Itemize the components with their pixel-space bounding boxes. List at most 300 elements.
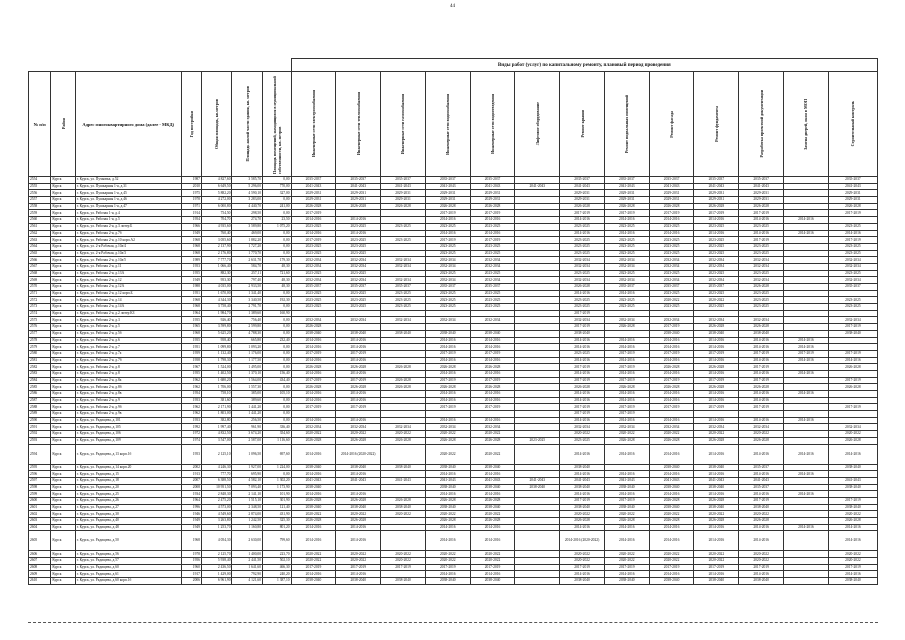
table-cell: 2014-2016	[649, 357, 694, 364]
table-cell: 5 296,00	[232, 183, 263, 190]
table-cell: Курск	[51, 578, 75, 585]
table-cell: 2020-2022	[425, 431, 470, 438]
table-cell: 2023-2025	[470, 304, 515, 311]
table-cell	[784, 237, 829, 244]
table-cell: 2014-2016	[828, 524, 877, 531]
table-cell: 1 670,00	[201, 290, 232, 297]
table-cell	[604, 464, 649, 471]
table-cell	[784, 511, 829, 518]
table-cell: 2582	[29, 364, 51, 371]
table-cell: 2014-2016	[784, 491, 829, 498]
table-cell: 389,60	[232, 397, 263, 404]
table-cell: 2023-2025	[560, 223, 605, 230]
table-cell: 2 848,30	[201, 491, 232, 498]
table-cell	[381, 471, 426, 478]
table-cell: 2597	[29, 477, 51, 484]
table-cell: 2 436,50	[201, 564, 232, 571]
table-cell: 2014-2016	[828, 531, 877, 551]
table-cell: 2017-2019	[291, 404, 336, 411]
table-cell: 2017-2019	[694, 564, 739, 571]
table-cell: 2017-2019	[425, 210, 470, 217]
table-cell: 777,70	[201, 471, 232, 478]
table-cell: 792,90	[232, 571, 263, 578]
table-cell: 2014-2016	[291, 417, 336, 424]
table-cell: 0,00	[263, 364, 292, 371]
table-cell	[381, 337, 426, 344]
table-cell: 2026-2028	[560, 518, 605, 525]
table-cell: 2014-2016	[336, 531, 381, 551]
table-cell: 2556	[29, 190, 51, 197]
table-cell	[515, 304, 560, 311]
table-cell: 2014-2016	[604, 417, 649, 424]
table-cell: Курск	[51, 257, 75, 264]
table-cell: 1964	[181, 497, 201, 504]
table-cell: 2023-2025	[470, 223, 515, 230]
table-cell: 1971	[181, 203, 201, 210]
table-cell	[381, 444, 426, 464]
table-cell: 1951	[181, 344, 201, 351]
table-cell: 2570	[29, 284, 51, 291]
table-cell: 2026-2028	[560, 384, 605, 391]
table-cell: 2032-2034	[291, 317, 336, 324]
table-cell: Курск	[51, 431, 75, 438]
table-cell: 2017-2019	[828, 497, 877, 504]
table-cell: 2014-2016	[560, 391, 605, 398]
table-cell	[784, 558, 829, 565]
table-cell: 1 389,60	[232, 310, 263, 317]
table-cell	[291, 310, 336, 317]
table-cell: 2017-2019	[291, 237, 336, 244]
table-cell: 2038-2040	[336, 330, 381, 337]
table-cell: 2023-2025	[739, 297, 784, 304]
table-cell: 2557	[29, 197, 51, 204]
table-cell	[515, 223, 560, 230]
table-cell: 2032-2034	[694, 257, 739, 264]
table-cell: 2041-2043	[649, 183, 694, 190]
table-cell: 1 066,40	[201, 263, 232, 270]
table-cell: 2032-2034	[291, 424, 336, 431]
table-cell: 2605	[29, 531, 51, 551]
table-cell: 2026-2028	[470, 518, 515, 525]
table-cell: 2026-2028	[649, 203, 694, 210]
table-cell: Курск	[51, 290, 75, 297]
table-cell: 2017-2019	[604, 350, 649, 357]
table-cell: 2032-2034	[336, 424, 381, 431]
table-row	[29, 304, 878, 311]
table-cell	[784, 377, 829, 384]
table-cell: 2014-2016	[425, 471, 470, 478]
table-cell: 2032-2034	[560, 257, 605, 264]
table-row	[29, 357, 878, 364]
table-cell	[381, 411, 426, 418]
table-cell: 2014-2016	[560, 370, 605, 377]
table-cell: 2020-2022	[828, 511, 877, 518]
table-cell: 2014-2016	[336, 471, 381, 478]
table-cell: Курск	[51, 384, 75, 391]
table-cell	[515, 578, 560, 585]
table-row	[29, 524, 878, 531]
table-cell	[784, 364, 829, 371]
table-cell: 2017-2019	[694, 404, 739, 411]
table-cell: 2017-2019	[604, 377, 649, 384]
table-cell: 2014-2016	[649, 391, 694, 398]
table-cell: 2014-2016	[694, 344, 739, 351]
header-work-type: Инженерные сети водоснабжения	[425, 72, 470, 177]
table-cell: 2023-2025	[381, 290, 426, 297]
table-cell: 2014-2016	[560, 230, 605, 237]
table-cell: 2038-2040	[560, 330, 605, 337]
table-cell: 2038-2040	[828, 484, 877, 491]
table-cell	[381, 324, 426, 331]
table-cell: 760,40	[201, 230, 232, 237]
table-cell: 1 680,20	[201, 377, 232, 384]
table-cell	[784, 484, 829, 491]
table-cell: 2017-2019	[425, 237, 470, 244]
table-cell: 1955	[181, 337, 201, 344]
table-cell: Курск	[51, 357, 75, 364]
table-cell: г. Курск, ул. Рабочая 2-я, д.7	[75, 344, 181, 351]
table-row	[29, 578, 878, 585]
table-cell: г. Курск, ул. Пучковка, д.52	[75, 177, 181, 184]
table-cell: 1958	[181, 357, 201, 364]
table-cell: 2017-2019	[470, 404, 515, 411]
table-cell: 2023-2025	[739, 270, 784, 277]
table-cell	[784, 304, 829, 311]
table-cell: 2035-2037	[694, 284, 739, 291]
table-cell: 2023-2025	[604, 223, 649, 230]
table-row	[29, 364, 878, 371]
table-cell: 721,60	[263, 270, 292, 277]
table-cell	[784, 290, 829, 297]
table-cell: 2 171,90	[201, 404, 232, 411]
table-cell: 2014-2016	[336, 397, 381, 404]
table-cell: 2020-2022	[336, 431, 381, 438]
table-row	[29, 411, 878, 418]
table-cell: 2573	[29, 304, 51, 311]
header-work-type: Инженерные сети электроснабжения	[291, 72, 336, 177]
table-cell	[828, 391, 877, 398]
table-cell: 4 035,00	[201, 284, 232, 291]
table-cell: 2026-2028	[694, 497, 739, 504]
table-cell: 2041-2043	[828, 183, 877, 190]
table-cell: 2 933,50	[232, 284, 263, 291]
table-cell: 2023-2025	[336, 304, 381, 311]
table-cell: г. Курск, ул. Рабочая 2-я, д.14А	[75, 304, 181, 311]
table-cell: 466,30	[263, 564, 292, 571]
table-cell: 2017-2019	[649, 324, 694, 331]
table-cell: 2029-2031	[381, 197, 426, 204]
table-cell: 2020-2022	[381, 551, 426, 558]
table-cell: 665,80	[232, 337, 263, 344]
table-cell: 2014-2016	[649, 370, 694, 377]
page-number: 44	[450, 4, 455, 9]
table-cell: 2017-2019	[739, 364, 784, 371]
table-cell: 2014-2016	[425, 344, 470, 351]
table-cell	[515, 210, 560, 217]
table-cell: г. Курск, ул. Радищева, д.60	[75, 564, 181, 571]
table-cell: 2017-2019	[336, 404, 381, 411]
table-cell: Курск	[51, 511, 75, 518]
table-row	[29, 491, 878, 498]
table-cell: г. Курск, ул. Рабочая 2-я, д.8б	[75, 384, 181, 391]
table-cell	[784, 257, 829, 264]
table-cell: 2023-2025	[470, 290, 515, 297]
table-cell	[784, 431, 829, 438]
table-cell: 2014-2016	[560, 471, 605, 478]
table-cell: 4 272,00	[201, 197, 232, 204]
table-cell: Курск	[51, 183, 75, 190]
table-cell	[515, 391, 560, 398]
table-cell: 1962	[181, 384, 201, 391]
table-cell	[381, 391, 426, 398]
table-cell: Курск	[51, 190, 75, 197]
table-cell: 2023-2025	[336, 290, 381, 297]
table-cell	[828, 491, 877, 498]
table-cell: Курск	[51, 504, 75, 511]
table-cell: 2026-2028	[291, 497, 336, 504]
table-cell: 2014-2016	[470, 357, 515, 364]
table-cell	[515, 284, 560, 291]
table-cell: 502,10	[263, 558, 292, 565]
table-cell: 2023-2025	[649, 304, 694, 311]
table-cell: 2026-2028	[336, 497, 381, 504]
table-cell: 2032-2034	[694, 424, 739, 431]
table-cell: г. Курск, ул. Пушкарная 1-я, д.46	[75, 197, 181, 204]
table-cell: 2032-2034	[604, 263, 649, 270]
table-cell: 2601	[29, 504, 51, 511]
table-cell	[515, 344, 560, 351]
table-cell	[784, 404, 829, 411]
table-cell	[694, 310, 739, 317]
table-cell: г. Курск, ул. Рабочая 2-я, д.8а	[75, 377, 181, 384]
table-cell: 2029-2031	[470, 197, 515, 204]
table-cell: 1 727,20	[232, 243, 263, 250]
table-cell: 2014-2016	[560, 397, 605, 404]
table-cell: 2 176,80	[201, 250, 232, 257]
table-cell: 2023-2025	[381, 297, 426, 304]
table-cell: 3 283,00	[232, 197, 263, 204]
table-cell: 2014-2016	[470, 217, 515, 224]
table-cell: 2014-2016	[425, 397, 470, 404]
table-cell: 257,11	[232, 270, 263, 277]
table-cell	[784, 477, 829, 484]
table-cell: 2020-2022	[291, 558, 336, 565]
table-cell: 2607	[29, 558, 51, 565]
table-cell: 2020-2022	[694, 431, 739, 438]
table-cell	[515, 571, 560, 578]
table-cell	[515, 497, 560, 504]
table-cell: 2038-2040	[649, 464, 694, 471]
table-cell: 2014-2016	[336, 217, 381, 224]
table-cell: 2038-2040	[425, 464, 470, 471]
table-cell: 2017-2019	[649, 210, 694, 217]
table-cell	[784, 571, 829, 578]
table-cell: 2026-2028	[425, 497, 470, 504]
table-cell: 2035-2037	[425, 177, 470, 184]
table-cell	[381, 230, 426, 237]
table-cell: г. Курск, ул. Радищева, д.40	[75, 518, 181, 525]
table-cell: 2026-2028	[560, 284, 605, 291]
table-row	[29, 504, 878, 511]
table-cell: 1 224,00	[263, 464, 292, 471]
table-cell: 2014-2016	[336, 337, 381, 344]
table-cell: 2023-2025	[694, 243, 739, 250]
table-cell: 2038-2040	[291, 504, 336, 511]
table-cell: 2014-2016	[784, 230, 829, 237]
table-cell	[515, 551, 560, 558]
table-cell: 2014-2016	[828, 444, 877, 464]
table-cell	[515, 203, 560, 210]
table-cell: 256,50	[232, 417, 263, 424]
table-row	[29, 497, 878, 504]
table-cell: 2041-2043	[604, 183, 649, 190]
table-cell: 1949	[181, 518, 201, 525]
table-cell: 2041-2043	[470, 477, 515, 484]
table-cell: Курск	[51, 558, 75, 565]
table-cell: Курск	[51, 324, 75, 331]
table-cell: 2577	[29, 330, 51, 337]
table-cell	[515, 350, 560, 357]
table-cell: 2026-2028	[381, 203, 426, 210]
table-cell: 2023-2025	[291, 223, 336, 230]
table-cell: 2026-2028	[336, 437, 381, 444]
table-cell: 2014-2016	[470, 571, 515, 578]
table-cell: 2014-2016	[470, 344, 515, 351]
table-cell: 2017-2019	[739, 377, 784, 384]
header-work-type: Строительный контроль	[828, 72, 877, 177]
table-cell: 2558	[29, 203, 51, 210]
table-cell	[381, 310, 426, 317]
table-cell: 2014-2016	[694, 491, 739, 498]
table-cell: 2026-2028	[828, 437, 877, 444]
table-cell	[784, 497, 829, 504]
table-cell: 0,00	[263, 177, 292, 184]
table-cell: 2026-2028	[336, 518, 381, 525]
table-cell: 961,90	[232, 424, 263, 431]
table-cell: 2014-2016	[470, 471, 515, 478]
table-cell: 4 827,60	[201, 177, 232, 184]
table-cell: 2020-2022	[649, 551, 694, 558]
table-cell: 2014-2016	[291, 444, 336, 464]
table-cell: 0,00	[263, 237, 292, 244]
table-cell: 2014-2016	[784, 417, 829, 424]
table-cell: 1 402,50	[201, 370, 232, 377]
table-cell	[515, 424, 560, 431]
table-cell: г. Курск, ул. 2-я Рабочая, д.10а/3	[75, 250, 181, 257]
table-cell	[784, 310, 829, 317]
table-cell: Курск	[51, 337, 75, 344]
table-cell	[515, 357, 560, 364]
table-cell: 2017-2019	[425, 404, 470, 411]
header-address: Адрес многоквартирного дома (далее - МКД)	[75, 72, 181, 177]
table-row	[29, 324, 878, 331]
table-cell: 2014-2016	[336, 524, 381, 531]
table-cell: 2014-2016	[291, 471, 336, 478]
table-cell: 2017-2019	[560, 364, 605, 371]
table-cell: 2026-2028	[381, 437, 426, 444]
table-cell: 801,20	[263, 524, 292, 531]
table-cell: 2017-2019	[560, 411, 605, 418]
table-cell: 2038-2040	[470, 330, 515, 337]
table-cell: 2014-2016	[336, 417, 381, 424]
table-cell: 2017-2019	[604, 404, 649, 411]
table-cell: 2014-2016	[784, 217, 829, 224]
table-cell: 2026-2028	[694, 203, 739, 210]
table-cell: 1955	[181, 270, 201, 277]
table-cell: 1953	[181, 263, 201, 270]
table-cell: 1953	[181, 417, 201, 424]
table-cell: 2017-2019	[560, 310, 605, 317]
table-cell: 2017-2019	[291, 350, 336, 357]
table-cell: 2014-2016	[604, 217, 649, 224]
table-row	[29, 290, 878, 297]
table-cell: 1955	[181, 317, 201, 324]
table-cell: 2014-2016	[694, 571, 739, 578]
table-cell: 2032-2034	[560, 263, 605, 270]
table-cell	[515, 270, 560, 277]
table-cell	[784, 270, 829, 277]
table-cell: 2593	[29, 437, 51, 444]
table-cell: 2014-2016	[739, 344, 784, 351]
table-cell: 2026-2028	[425, 437, 470, 444]
table-cell: 0,00	[263, 397, 292, 404]
table-cell: 4 344,30	[201, 297, 232, 304]
table-cell	[381, 357, 426, 364]
table-cell: 2032-2034	[649, 317, 694, 324]
table-cell: 0,00	[263, 344, 292, 351]
table-cell: 2029-2031	[336, 197, 381, 204]
table-cell: 2555	[29, 183, 51, 190]
table-cell	[381, 210, 426, 217]
table-cell: 2596	[29, 471, 51, 478]
table-cell: Курск	[51, 564, 75, 571]
table-cell: 2023-2025	[381, 304, 426, 311]
table-cell: 2014-2016	[694, 391, 739, 398]
table-cell: 2035-2037	[694, 177, 739, 184]
table-cell: г. Курск, ул. Рабочая 2-я, д.9б	[75, 404, 181, 411]
table-cell: 1 564,00	[232, 377, 263, 384]
table-cell: 2554	[29, 177, 51, 184]
table-cell: 2038-2040	[291, 484, 336, 491]
table-cell: 2029-2031	[291, 190, 336, 197]
table-cell: г. Курск, ул. Радищева, д.50	[75, 531, 181, 551]
table-cell: 2591	[29, 424, 51, 431]
table-cell: 2041-2043	[739, 477, 784, 484]
table-cell: 2014-2016	[739, 444, 784, 464]
table-cell: 2014-2016	[649, 397, 694, 404]
table-cell: Курск	[51, 477, 75, 484]
table-row	[29, 564, 878, 571]
table-cell: г. Курск, ул. Рабочая 2-я, д.10 корп.А2	[75, 237, 181, 244]
table-cell: 2029-2031	[739, 197, 784, 204]
table-cell	[828, 471, 877, 478]
table-cell: 2 630,00	[232, 531, 263, 551]
table-cell: 2008	[181, 484, 201, 491]
table-cell: 2023-2025	[381, 237, 426, 244]
table-cell: 2038-2040	[470, 578, 515, 585]
table-cell: 179,30	[263, 257, 292, 264]
table-row	[29, 477, 878, 484]
table-cell: 2014-2016	[425, 357, 470, 364]
table-cell: 2014-2016	[291, 491, 336, 498]
table-cell: 2020-2022	[470, 558, 515, 565]
table-cell: Курск	[51, 237, 75, 244]
table-cell: 2023-2025	[649, 237, 694, 244]
table-cell: 0,00	[263, 304, 292, 311]
table-cell: 2014-2016	[604, 491, 649, 498]
table-cell: 2041-2043	[694, 477, 739, 484]
table-cell: 2032-2034	[560, 424, 605, 431]
